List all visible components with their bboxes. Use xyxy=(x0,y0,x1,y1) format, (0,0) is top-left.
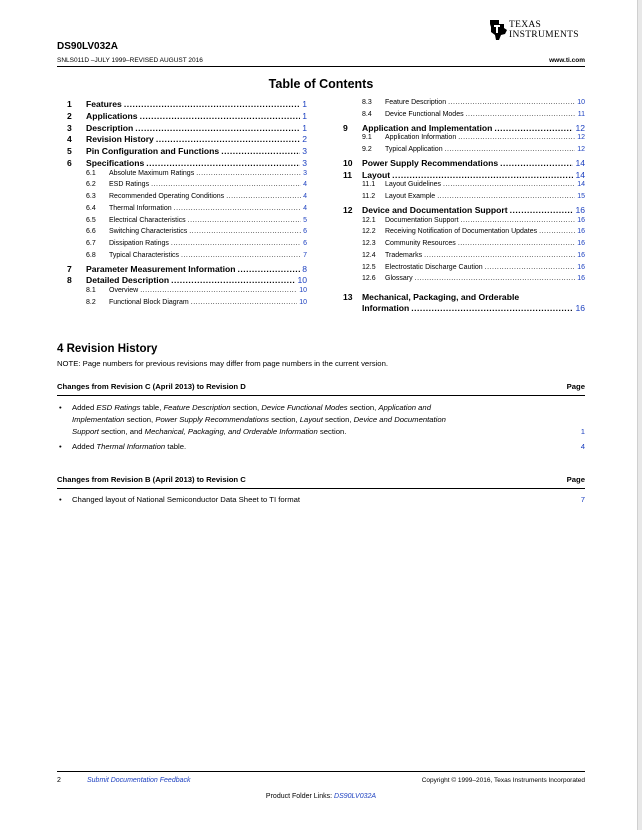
change-text-line1: ESD Ratings xyxy=(96,403,141,412)
toc-entry-num: 12.2 xyxy=(362,228,376,236)
toc-entry-label: Application Information xyxy=(385,134,457,142)
toc-entry-label: Parameter Measurement Information xyxy=(86,263,236,274)
toc-entry-label: Layout Guidelines xyxy=(385,181,442,189)
toc-entry[interactable] xyxy=(67,193,307,205)
toc-entry-page[interactable]: 16 xyxy=(577,240,585,247)
changes-heading-text: Changes from Revision C (April 2013) to Revision D xyxy=(57,382,246,391)
toc-leader-dots xyxy=(171,240,301,247)
toc-entry-label: Layout Example xyxy=(385,193,436,200)
toc-entry-label: Functional Block Diagram xyxy=(109,298,189,306)
toc-leader-dots xyxy=(135,123,300,133)
toc-entry-page[interactable]: 12 xyxy=(577,146,585,153)
toc-entry-page[interactable]: 16 xyxy=(577,216,585,224)
toc-leader-dots xyxy=(189,228,301,235)
toc-entry[interactable] xyxy=(67,264,307,276)
toc-leader-dots xyxy=(500,158,573,168)
toc-entry-label-line1: Mechanical, Packaging, and Orderable xyxy=(362,292,520,302)
toc-entry[interactable] xyxy=(67,228,307,240)
changes-heading-rev-c xyxy=(57,475,585,484)
page-column-label: Page xyxy=(566,475,585,484)
toc-entry[interactable] xyxy=(343,217,585,229)
toc-entry-label: Features xyxy=(86,99,122,109)
toc-leader-dots xyxy=(466,111,576,118)
toc-entry-num: 10 xyxy=(343,157,353,168)
toc-entry[interactable] xyxy=(343,134,585,146)
changes-rule xyxy=(57,395,585,396)
toc-entry-num: 9.2 xyxy=(362,146,372,153)
toc-entry-page[interactable]: 6 xyxy=(303,228,307,236)
toc-entry-num: 11.1 xyxy=(362,181,376,189)
toc-entry-label: Detailed Description xyxy=(86,275,170,286)
toc-title: Table of Contents xyxy=(268,77,374,91)
change-item-page[interactable]: 4 xyxy=(580,442,585,451)
toc-entry-num: 8.3 xyxy=(362,99,372,106)
revision-note: NOTE: Page numbers for previous revisions may differ from page numbers in the current version. xyxy=(57,359,388,368)
changes-heading-text: Changes from Revision B (April 2013) to Revision C xyxy=(57,475,246,484)
changes-rule xyxy=(57,488,585,489)
page-edge-shadow xyxy=(637,0,642,830)
toc-entry-page[interactable]: 10 xyxy=(577,99,585,106)
toc-entry[interactable] xyxy=(343,240,585,252)
ti-logo xyxy=(487,18,587,44)
toc-entry-num: 8.2 xyxy=(86,298,96,306)
toc-entry[interactable] xyxy=(67,123,307,135)
toc-entry-num: 12.3 xyxy=(362,240,376,247)
folder-prefix: Product Folder Links: xyxy=(265,793,333,800)
toc-entry-label: Feature Description xyxy=(385,99,447,106)
toc-leader-dots xyxy=(188,217,301,224)
toc-entry[interactable] xyxy=(67,99,307,111)
toc-leader-dots xyxy=(443,181,575,188)
toc-entry-page[interactable]: 12 xyxy=(575,122,585,133)
toc-entry-page[interactable]: 15 xyxy=(577,193,585,200)
toc-entry[interactable] xyxy=(67,217,307,229)
toc-entry-label: Overview xyxy=(109,287,139,294)
toc-entry-num: 6.3 xyxy=(86,193,96,200)
toc-leader-dots xyxy=(539,228,575,235)
toc-entry-num: 6.4 xyxy=(86,204,96,212)
toc-entry[interactable] xyxy=(67,287,307,299)
toc-entry-label: Thermal Information xyxy=(109,204,172,212)
toc-entry-label: Switching Characteristics xyxy=(109,228,188,236)
toc-entry-num: 4 xyxy=(67,134,72,145)
page-column-label: Page xyxy=(566,382,585,391)
toc-leader-dots xyxy=(237,264,300,274)
logo-line-1: TEXAS xyxy=(509,20,542,30)
website-link[interactable]: www.ti.com xyxy=(549,57,585,64)
toc-entry-num: 5 xyxy=(67,146,72,156)
toc-entry-num: 12.5 xyxy=(362,263,376,271)
toc-entry-label: Trademarks xyxy=(385,251,423,259)
toc-entry[interactable] xyxy=(67,275,307,287)
toc-entry-label: Typical Characteristics xyxy=(109,251,180,259)
toc-leader-dots xyxy=(494,123,573,133)
toc-leader-dots xyxy=(196,170,301,177)
change-item-text xyxy=(72,494,585,506)
ti-state-icon xyxy=(487,18,509,42)
toc-entry[interactable] xyxy=(343,123,585,135)
toc-leader-dots xyxy=(226,193,301,200)
copyright: Copyright © 1999–2016, Texas Instruments Incorporated xyxy=(421,777,585,784)
toc-leader-dots xyxy=(171,275,295,285)
toc-entry-page[interactable]: 16 xyxy=(577,251,585,259)
toc-entry-page[interactable]: 4 xyxy=(303,204,307,212)
toc-entry[interactable] xyxy=(67,181,307,193)
toc-entry-label: Community Resources xyxy=(385,240,456,247)
toc-entry-page[interactable]: 16 xyxy=(575,303,585,313)
bullet-marker: • xyxy=(59,495,62,504)
toc-entry-num: 8.1 xyxy=(86,287,96,294)
toc-entry-num: 9.1 xyxy=(362,134,372,142)
toc-entry-num: 6.1 xyxy=(86,169,96,177)
section-title: 4 Revision History xyxy=(57,343,158,355)
toc-entry-page[interactable]: 3 xyxy=(302,146,307,156)
toc-entry[interactable] xyxy=(67,146,307,158)
toc-entry[interactable] xyxy=(343,99,585,111)
toc-entry-page[interactable]: 12 xyxy=(577,134,585,142)
logo-line-2: INSTRUMENTS xyxy=(509,30,579,40)
toc-entry-page[interactable]: 16 xyxy=(577,275,585,283)
toc-entry-num: 12 xyxy=(343,204,353,215)
feedback-link[interactable]: Submit Documentation Feedback xyxy=(87,777,191,784)
toc-entry-page[interactable]: 8 xyxy=(302,263,307,274)
toc-entry[interactable] xyxy=(67,170,307,182)
toc-entry-num: 1 xyxy=(67,99,72,109)
toc-entry-page[interactable]: 4 xyxy=(303,193,307,200)
toc-leader-dots xyxy=(156,134,300,144)
change-item xyxy=(57,494,585,506)
bullet-marker: • xyxy=(59,442,62,451)
toc-leader-dots xyxy=(124,99,300,109)
toc-entry-page[interactable]: 3 xyxy=(303,169,307,177)
toc-entry-label: Electrical Characteristics xyxy=(109,216,186,224)
document-title: DS90LV032A xyxy=(57,41,118,52)
change-item-page[interactable]: 7 xyxy=(580,495,585,504)
header-rule xyxy=(57,66,585,67)
changes-heading-rev-d xyxy=(57,382,585,391)
toc-leader-dots xyxy=(140,111,301,121)
toc-entry-label: Absolute Maximum Ratings xyxy=(109,169,195,177)
toc-entry-page[interactable]: 1 xyxy=(302,110,307,121)
toc-entry[interactable] xyxy=(67,134,307,146)
toc-entry[interactable] xyxy=(343,181,585,193)
toc-entry[interactable] xyxy=(343,252,585,264)
logo-wordmark xyxy=(509,20,579,40)
toc-entry-page[interactable]: 1 xyxy=(302,99,307,109)
toc-entry-label: Receiving Notification of Documentation Updates xyxy=(385,228,538,236)
toc-entry-label: Application and Implementation xyxy=(362,122,493,133)
toc-leader-dots xyxy=(151,181,301,188)
toc-entry-page[interactable]: 10 xyxy=(299,298,307,306)
toc-entry-num: 13 xyxy=(343,292,353,302)
toc-entry-num: 6.6 xyxy=(86,228,96,236)
toc-entry-label: Device Functional Modes xyxy=(385,110,464,118)
toc-entry-13[interactable] xyxy=(343,292,585,316)
toc-entry-num: 7 xyxy=(67,263,72,274)
change-item xyxy=(57,402,585,438)
toc-leader-dots xyxy=(458,134,575,141)
toc-entry[interactable] xyxy=(343,158,585,170)
toc-entry-num: 3 xyxy=(67,122,72,133)
toc-entry-label: Documentation Support xyxy=(385,216,459,224)
toc-entry-page[interactable]: 4 xyxy=(303,181,307,189)
toc-entry-num: 11.2 xyxy=(362,193,376,200)
toc-entry-num: 6.5 xyxy=(86,216,96,224)
toc-entry-label: Specifications xyxy=(86,157,145,168)
toc-entry[interactable] xyxy=(343,205,585,217)
toc-entry-page[interactable]: 16 xyxy=(577,228,585,236)
product-folder-link[interactable]: DS90LV032A xyxy=(334,793,377,800)
toc-entry-label: Recommended Operating Conditions xyxy=(109,193,225,200)
toc-entry-label: Layout xyxy=(362,169,391,180)
bullet-marker: • xyxy=(59,403,62,412)
product-folder-links xyxy=(0,793,642,800)
toc-leader-dots xyxy=(437,193,575,200)
toc-leader-dots xyxy=(140,287,297,294)
toc-entry-label: Glossary xyxy=(385,275,413,283)
toc-leader-dots xyxy=(461,217,576,224)
toc-entry-label: Device and Documentation Support xyxy=(362,204,508,215)
footer-rule xyxy=(57,771,585,772)
toc-entry-num: 6.2 xyxy=(86,181,96,189)
toc-leader-dots xyxy=(221,146,300,156)
toc-entry-num: 6.7 xyxy=(86,240,96,247)
toc-leader-dots xyxy=(424,252,575,259)
toc-entry-page[interactable]: 10 xyxy=(299,287,307,294)
toc-entry[interactable] xyxy=(343,193,585,205)
toc-entry[interactable] xyxy=(343,146,585,158)
toc-entry-page[interactable]: 11 xyxy=(577,110,585,118)
change-item-label: Changed layout of National Semiconductor Data Sheet to TI format xyxy=(72,495,301,504)
toc-entry-page[interactable]: 2 xyxy=(302,134,307,145)
toc-entry-label: Electrostatic Discharge Caution xyxy=(385,263,483,271)
toc-entry[interactable] xyxy=(67,205,307,217)
toc-entry-num: 8 xyxy=(67,275,72,286)
toc-entry-num: 2 xyxy=(67,110,72,121)
toc-entry-label: Typical Application xyxy=(385,146,443,153)
change-item-page[interactable]: 1 xyxy=(580,427,585,436)
toc-entry-label: Dissipation Ratings xyxy=(109,240,169,247)
toc-entry-label-line2: Information xyxy=(362,303,410,313)
toc-entry-label: ESD Ratings xyxy=(109,181,150,189)
toc-entry-label: Revision History xyxy=(86,134,154,145)
toc-leader-dots xyxy=(415,275,576,282)
toc-leader-dots xyxy=(510,205,574,215)
toc-entry-num: 12.1 xyxy=(362,216,376,224)
toc-leader-dots xyxy=(146,158,300,168)
toc-entry[interactable] xyxy=(343,111,585,123)
toc-entry-label: Pin Configuration and Functions xyxy=(86,146,220,156)
toc-entry-num: 6 xyxy=(67,157,72,168)
toc-entry-page[interactable]: 6 xyxy=(303,240,307,247)
toc-entry-page[interactable]: 14 xyxy=(577,181,585,189)
toc-entry-label: Applications xyxy=(86,110,138,121)
toc-entry-page[interactable]: 7 xyxy=(303,251,307,259)
toc-entry-label: Power Supply Recommendations xyxy=(362,157,499,168)
toc-entry[interactable] xyxy=(343,228,585,240)
toc-entry-page[interactable]: 14 xyxy=(575,157,585,168)
toc-entry-num: 12.4 xyxy=(362,251,376,259)
change-item-text: Added Thermal Information table. 4 xyxy=(72,442,585,451)
toc-entry-page[interactable]: 5 xyxy=(303,216,307,224)
toc-entry[interactable] xyxy=(67,111,307,123)
toc-leader-dots xyxy=(458,240,575,247)
toc-leader-dots xyxy=(448,99,575,106)
toc-entry-num: 9 xyxy=(343,122,348,133)
toc-entry[interactable] xyxy=(343,170,585,182)
change-item xyxy=(57,441,585,453)
toc-entry-num: 11 xyxy=(343,169,353,180)
toc-entry-page[interactable]: 3 xyxy=(302,157,307,168)
toc-entry-page[interactable]: 16 xyxy=(577,263,585,271)
toc-leader-dots xyxy=(174,205,301,212)
toc-entry-page[interactable]: 14 xyxy=(575,169,585,180)
page-number: 2 xyxy=(57,777,61,784)
toc-entry[interactable] xyxy=(343,275,585,287)
toc-entry-label: Description xyxy=(86,122,134,133)
toc-entry[interactable] xyxy=(67,299,307,311)
toc-leader-dots xyxy=(485,264,576,271)
toc-leader-dots xyxy=(191,299,297,306)
toc-entry-num: 8.4 xyxy=(362,110,372,118)
toc-entry-page[interactable]: 1 xyxy=(302,122,307,133)
toc-entry-num: 6.8 xyxy=(86,251,96,259)
toc-entry[interactable] xyxy=(343,264,585,276)
toc-entry[interactable] xyxy=(67,252,307,264)
toc-entry-page[interactable]: 10 xyxy=(297,275,307,286)
toc-entry-page[interactable]: 16 xyxy=(575,204,585,215)
toc-entry-num: 12.6 xyxy=(362,275,376,283)
toc-leader-dots xyxy=(181,252,301,259)
toc-entry[interactable] xyxy=(67,240,307,252)
toc-leader-dots xyxy=(392,170,573,180)
toc-leader-dots xyxy=(411,303,573,313)
document-revision-line: SNLS011D –JULY 1999–REVISED AUGUST 2016 xyxy=(57,57,203,64)
toc-leader-dots xyxy=(445,146,576,153)
toc-entry[interactable] xyxy=(67,158,307,170)
change-item-text: Added ESD Ratings table, Feature Description section, Device Functional Modes section, Application and Implementation section, Power Supply Recommendations section, Layout section, Device and Documentation Support section, and Mechanical, Packaging, and Orderable Information section. 1 xyxy=(72,403,585,436)
